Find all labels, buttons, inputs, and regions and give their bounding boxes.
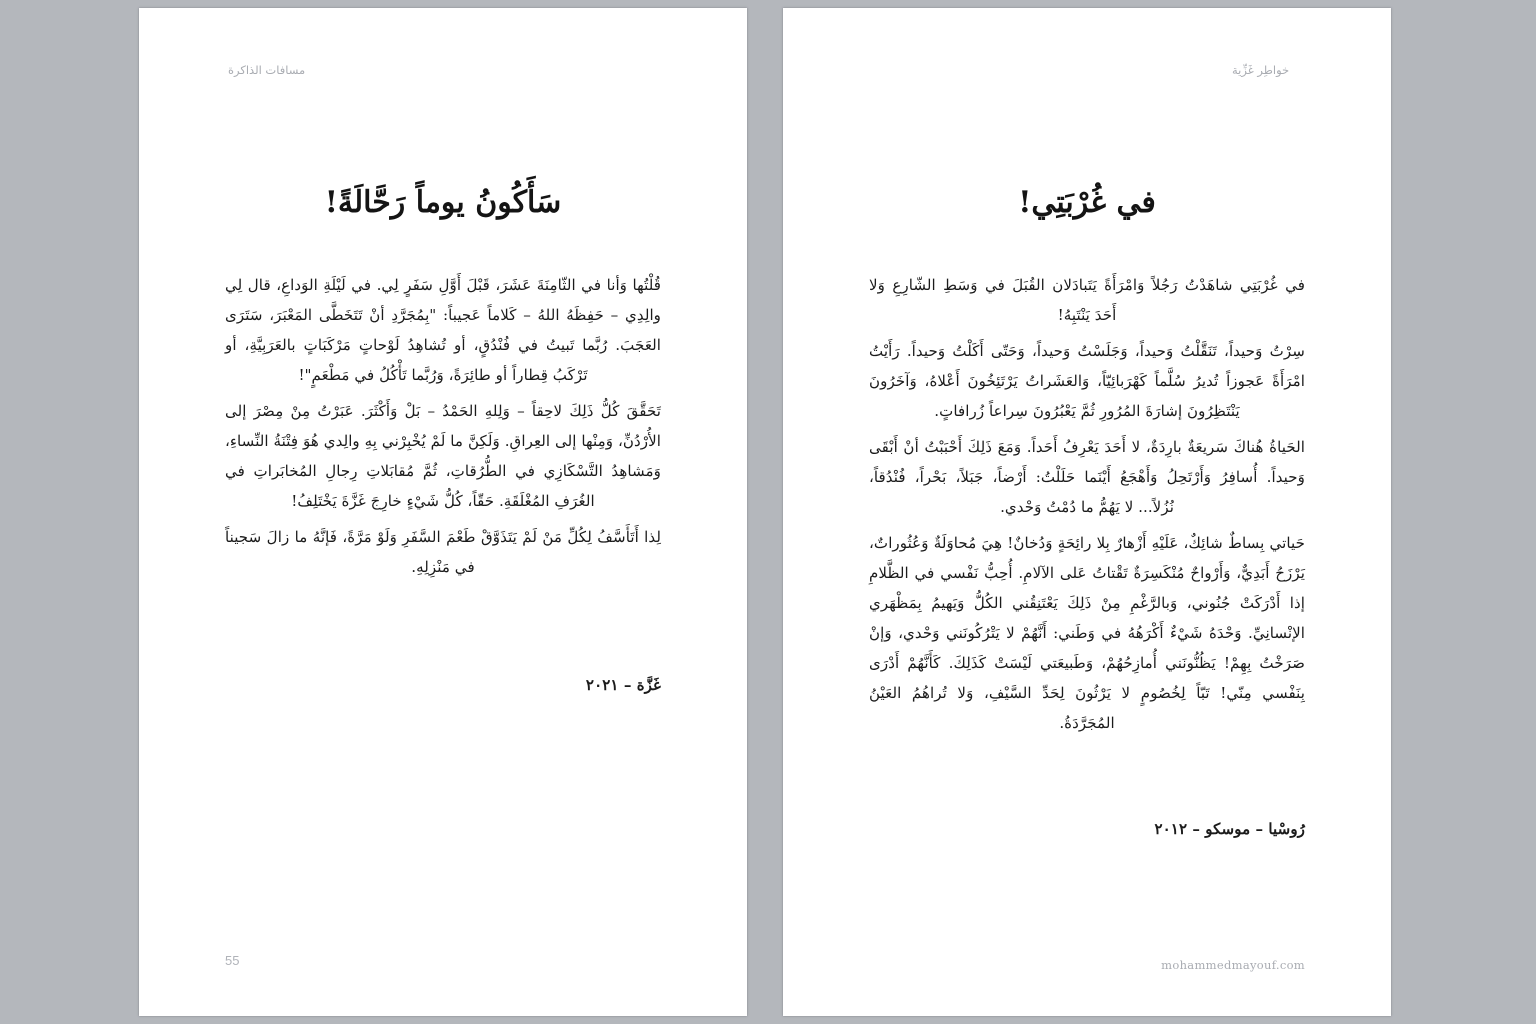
chapter-title-right: في غُرْبَتِي! (1018, 185, 1156, 220)
page-right-content (783, 8, 1391, 1016)
paragraph: الحَياةُ هُناكَ سَريعَةٌ بارِدَةٌ، لا أَحَدَ يَعْرِفُ أَحَداً. وَمَعَ ذَلِكَ أَحْبَبْتُ أنْ أَبْقَى وَحيداً. أُسافِرُ وَأَرْتَحِلُ وَأَهْجَعُ أَيْنَما حَلَلْتُ: أَرْضاً، جَبَلاً، بَحْراً، فُنْدُقاً، نُزُلاً... لا يَهُمُّ ما دُمْتُ وَحْدي. (869, 438, 1305, 516)
place-date-signature-right: رُوسْيا – موسكو – ٢٠١٢ (1154, 820, 1305, 838)
page-left[interactable] (139, 8, 747, 1016)
place-date-signature-left: غَزَّة – ٢٠٢١ (585, 676, 661, 694)
paragraph: تَحَقَّقَ كُلُّ ذَلِكَ لاحِقاً – وَلِلهِ الحَمْدُ – بَلْ وَأَكْثَرَ. عَبَرْتُ مِنْ مِصْرَ إلى الأُرْدُنِّ، وَمِنْها إلى العِراقِ. وَلَكِنَّ ما لَمْ يُخْبِرْني بِهِ والِدي هُوَ فِتْنَةُ النِّساءِ، وَمَشاهِدُ التَّسْكَازِي في الطُّرُقاتِ، ثُمَّ مُقابَلاتِ رِجالِ المُخابَراتِ في الغُرَفِ المُغْلَقَةِ. حَقّاً، كُلُّ شَيْءٍ خارِجَ غَزَّةَ يَخْتَلِفُ! (225, 402, 661, 510)
body-text-left (225, 270, 661, 582)
paragraph: لِذا أَتَأَسَّفُ لِكُلِّ مَنْ لَمْ يَتَذَوَّقْ طَعْمَ السَّفَرِ وَلَوْ مَرَّةً، فَإنَّهُ ما زالَ سَجيناً في مَنْزِلِهِ. (225, 528, 661, 576)
running-head-right: خواطِر غَزِّية (1232, 63, 1290, 77)
website-footer[interactable]: mohammedmayouf.com (1161, 958, 1305, 972)
body-text-right (869, 270, 1305, 738)
page-right[interactable] (783, 8, 1391, 1016)
paragraph: حَياتي بِساطٌ شائِكٌ، عَلَيْهِ أَزْهارٌ بِلا رائِحَةٍ وَدُخانٌ! هِيَ مُحاوَلَةٌ وَعُثُوراتٌ، يَرْزَحُ أَبَدِيٌّ، وَأَرْواحٌ مُنْكَسِرَةٌ تَقْتاتُ عَلى الآلامِ. أُحِبُّ نَفْسي في الظَّلامِ إذا أَدْرَكَتْ جُنُوني، وَبالرَّغْمِ مِنْ ذَلِكَ يَعْتَنِقُني الكُلُّ وَيَهيمُ بِمَظْهَري الإنْسانِيِّ. وَحْدَهُ شَيْءٌ أَكْرَهُهُ في وَطَني: أَنَّهُمْ لا يَتْرُكُونَني وَحْدي، وَإنْ صَرَخْتُ بِهِمْ! يَظُنُّونَني أُمازِحُهُمْ، وَطَبيعَتي لَيْسَتْ كَذَلِكَ. كَأَنَّهُمْ أَدْرَى بِنَفْسي مِنّي! تَبّاً لِخُصُومٍ لا يَرْثُونَ لِحَدِّ السَّيْفِ، وَلا تُراهُمُ العَيْنُ المُجَرَّدَةُ. (869, 534, 1305, 732)
paragraph: سِرْتُ وَحيداً، تَنَقَّلْتُ وَحيداً، وَجَلَسْتُ وَحيداً، وَحَتّى أَكَلْتُ وَحيداً. رَأَيْتُ امْرَأَةً عَجوزاً تُديرُ سُلَّماً كَهْرَبائِيّاً، وَالعَشَراتُ يَرْتَئِخُونَ أَعْلاهُ، وَآخَرُونَ يَنْتَظِرُونَ إشارَةَ المُرُورِ ثُمَّ يَعْبُرُونَ سِراعاً زُرافاتٍ. (869, 342, 1305, 420)
page-left-content (139, 8, 747, 1016)
page-number-left: 55 (225, 953, 240, 968)
running-head-left: مسافات الذاكرة (228, 63, 306, 77)
paragraph: في غُرْبَتِي شاهَدْتُ رَجُلاً وَامْرَأَةً يَتَبادَلان القُبَلَ في وَسَطِ الشّارِعِ وَلا أَحَدَ يَنْتَبِهُ! (869, 276, 1305, 324)
chapter-title-left: سَأَكُونُ يوماً رَحَّالَةً! (324, 185, 562, 220)
paragraph: قُلْتُها وَأنا في الثّامِنَةَ عَشَرَ، قَبْلَ أَوَّلِ سَفَرٍ لِي. في لَيْلَةِ الوَداعِ، قال لِي والِدِي – حَفِظَهُ اللهُ – كَلاماً عَجيباً: "بِمُجَرَّدِ أنْ تَتَخَطَّى المَعْبَرَ، سَتَرَى العَجَبَ. رُبَّما تَبيتُ في فُنْدُقٍ، أو تُشاهِدُ لَوْحاتٍ مَرْكَبَاتٍ بالعَرَبِيَّةِ، أو تَرْكَبُ قِطاراً أو طائِرَةً، وَرُبَّما تَأْكُلُ في مَطْعَمٍ"! (225, 276, 661, 384)
